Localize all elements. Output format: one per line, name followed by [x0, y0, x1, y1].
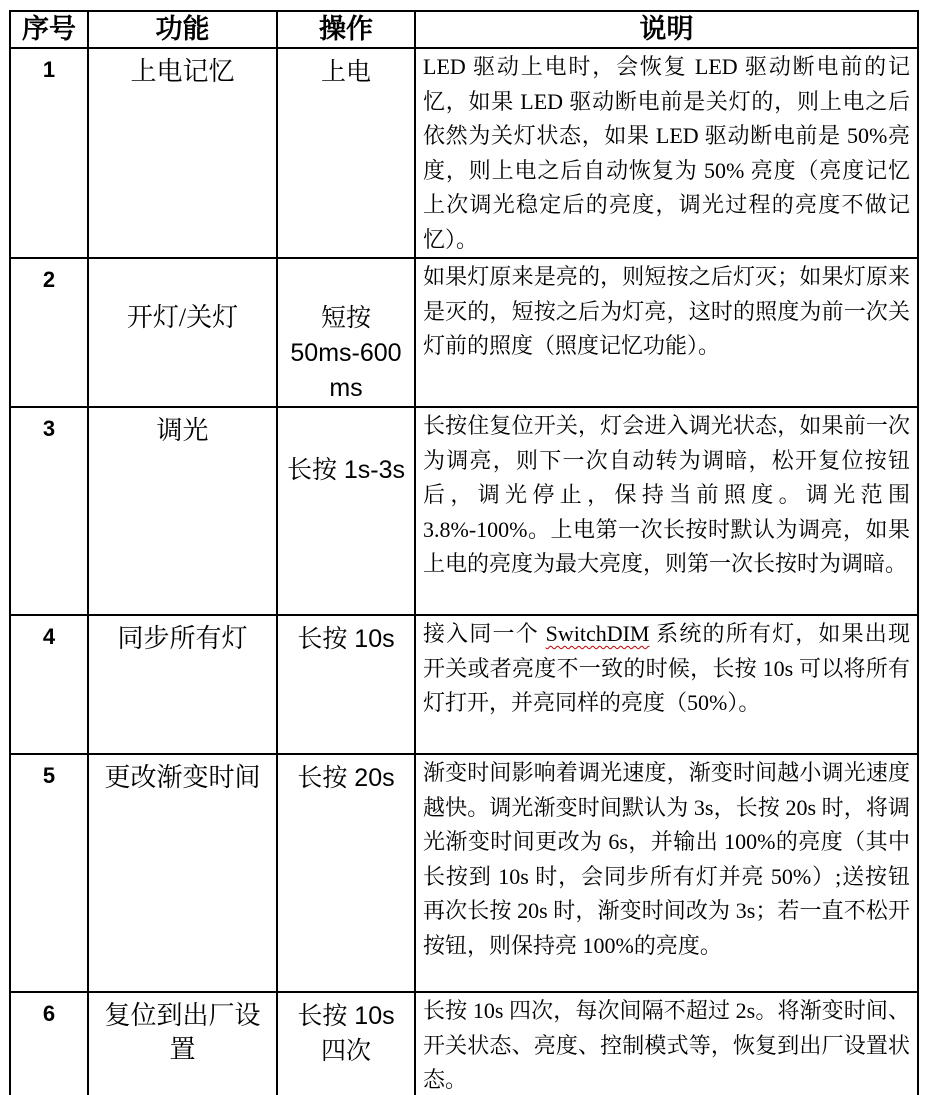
header-row: [10, 11, 918, 48]
description-text: 渐变时间影响着调光速度，渐变时间越小调光速度越快。调光渐变时间默认为 3s，长按 20s 时，将调光渐变时间更改为 6s，并输出 100%的亮度（其中长按到 10s 时，会同步所有灯并亮 50%）;送按钮再次长按 20s 时，渐变时间改为 3s；若一直不松开按钮，则保持亮 100%的亮度。: [423, 760, 910, 958]
description-cell: [415, 407, 918, 615]
function-cell: [88, 48, 277, 258]
seq-cell: 2: [10, 258, 88, 407]
function-label: 更改渐变时间: [104, 763, 261, 792]
function-cell: [88, 258, 277, 407]
operation-cell: [277, 992, 415, 1095]
description-text: 接入同一个: [423, 621, 546, 646]
description-cell: [415, 754, 918, 992]
seq-cell: 1: [10, 48, 88, 258]
description-text: LED 驱动上电时，会恢复 LED 驱动断电前的记忆，如果 LED 驱动断电前是关灯的，则上电之后依然为关灯状态，如果 LED 驱动断电前是 50%亮度，则上电之后自动恢复为 50% 亮度（亮度记忆上次调光稳定后的亮度，调光过程的亮度不做记忆）。: [423, 54, 910, 252]
table-row: [10, 615, 918, 754]
table-row: [10, 754, 918, 992]
description-text: 系统的所有灯，如果出现开关或者亮度不一致的时候，长按 10s 可以将所有灯打开，并亮同样的亮度（50%）。: [423, 621, 910, 715]
description-cell: [415, 615, 918, 754]
seq-cell: 6: [10, 992, 88, 1095]
description-text: 长按 10s 四次，每次间隔不超过 2s。将渐变时间、开关状态、亮度、控制模式等，恢复到出厂设置状态。: [423, 998, 910, 1092]
description-text: 长按住复位开关，灯会进入调光状态，如果前一次为调亮，则下一次自动转为调暗，松开复位按钮后，调光停止，保持当前照度。调光范围 3.8%-100%。上电第一次长按时默认为调亮，如果上电的亮度为最大亮度，则第一次长按时为调暗。: [423, 413, 910, 576]
function-label: 置: [169, 1035, 196, 1064]
operation-label: 50ms-600: [290, 339, 402, 367]
description-text: 如果灯原来是亮的，则短按之后灯灭；如果灯原来是灭的，短按之后为灯亮，这时的照度为前一次关灯前的照度（照度记忆功能）。: [423, 264, 910, 358]
operation-cell: [277, 48, 415, 258]
operation-cell: [277, 615, 415, 754]
function-cell: [88, 615, 277, 754]
switchdim-term: SwitchDIM: [545, 621, 650, 646]
operation-label: 长按 1s-3s: [286, 456, 406, 484]
operation-cell: [277, 754, 415, 992]
operation-label: ms: [329, 374, 363, 402]
table-row: [10, 258, 918, 407]
function-table: [9, 10, 919, 1095]
operation-label: 四次: [320, 1037, 371, 1065]
function-label: 上电记忆: [130, 57, 235, 86]
operation-cell: [277, 258, 415, 407]
function-cell: [88, 754, 277, 992]
function-label: 调光: [156, 416, 209, 445]
function-cell: [88, 992, 277, 1095]
operation-label: 长按 10s: [297, 625, 395, 653]
function-label: 复位到出厂设: [104, 1001, 261, 1030]
operation-label: 长按 10s: [297, 1002, 395, 1030]
header-operation: 操作: [277, 11, 415, 48]
header-description: 说明: [415, 11, 918, 48]
header-seq: 序号: [10, 11, 88, 48]
description-cell: [415, 48, 918, 258]
seq-cell: 3: [10, 407, 88, 615]
description-cell: [415, 258, 918, 407]
operation-label: 短按: [320, 304, 371, 332]
seq-cell: 4: [10, 615, 88, 754]
table-row: [10, 407, 918, 615]
operation-cell: [277, 407, 415, 615]
description-cell: [415, 992, 918, 1095]
table-row: [10, 992, 918, 1095]
header-function: 功能: [88, 11, 277, 48]
table-row: [10, 48, 918, 258]
function-label: 开灯/关灯: [126, 303, 239, 332]
seq-cell: 5: [10, 754, 88, 992]
function-cell: [88, 407, 277, 615]
function-label: 同步所有灯: [117, 624, 248, 653]
operation-label: 上电: [320, 58, 371, 86]
operation-label: 长按 20s: [297, 764, 395, 792]
